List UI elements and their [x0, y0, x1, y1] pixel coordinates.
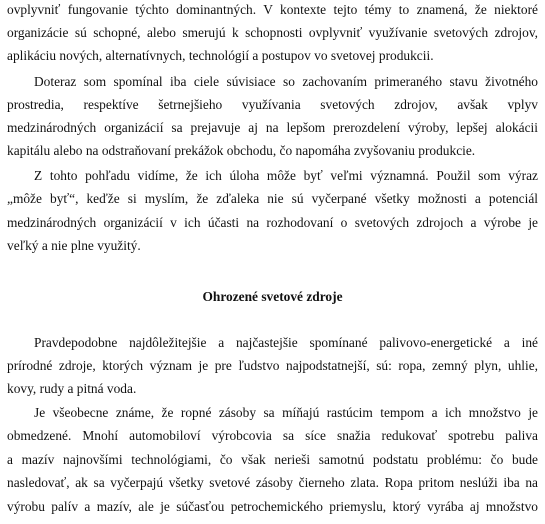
text-line: medzinárodných organizácií v ich účasti na rozhodovaní o svetových zdrojoch a výrobe je	[7, 215, 538, 230]
text-line: Doteraz som spomínal iba ciele súvisiace so zachovaním primeraného stavu životného	[34, 74, 538, 89]
text-line: kovy, rudy a pitná voda.	[7, 381, 137, 396]
section-heading: Ohrozené svetové zdroje	[202, 289, 343, 304]
text-line: prírodné zdroje, ktorých význam je pre ľudstvo najpodstatnejší, sú: ropa, zemný plyn, uhlie,	[7, 358, 538, 373]
text-line: kapitálu alebo na odstraňovaní prekážok obchodu, čo napomáha zvyšovaniu produkcie.	[7, 143, 476, 158]
text-line: výrobu palív a mazív, ale je súčasťou petrochemického priemyslu, ktorý vyrába aj množstvo	[7, 499, 538, 514]
text-line: „môže byť“, keďže si myslím, že zďaleka nie sú vyčerpané všetky možnosti a potenciál	[7, 191, 538, 206]
text-line: veľký a nie plne využitý.	[7, 238, 141, 253]
text-line: nasledovať, ak sa vyčerpajú všetky svetové zásoby čierneho zlata. Ropa pritom neslúži iba na	[7, 475, 538, 490]
text-line: prostredia, respektíve šetrnejšieho využívania svetových zdrojov, avšak vplyv	[7, 97, 538, 112]
text-line: aplikáciu nových, alternatívnych, technológií a postupov vo svetovej produkcii.	[7, 48, 434, 63]
text-line: Z tohto pohľadu vidíme, že ich úloha môže byť veľmi významná. Použil som výraz	[34, 168, 538, 183]
text-line: Pravdepodobne najdôležitejšie a najčastejšie spomínané palivovo-energetické a iné	[34, 335, 538, 350]
text-line: obmedzené. Mnohí automobiloví výrobcovia sa síce snažia redukovať spotrebu paliva	[7, 428, 538, 443]
text-line: organizácie sú schopné, alebo smerujú k schopnosti ovplyvniť využívanie svetových zdrojov,	[7, 25, 538, 40]
text-line: a mazív najnovšími technológiami, čo však nerieši samotnú podstatu problému: čo bude	[7, 452, 538, 467]
text-line: Je všeobecne známe, že ropné zásoby sa míňajú rastúcim tempom a ich množstvo je	[34, 405, 538, 420]
text-line: medzinárodných organizácií sa prejavuje aj na lepšom prerozdelení výroby, lepšej alokácii	[7, 120, 538, 135]
text-line: ovplyvniť fungovanie týchto dominantných. V kontexte tejto témy to znamená, že niektoré	[7, 2, 538, 17]
